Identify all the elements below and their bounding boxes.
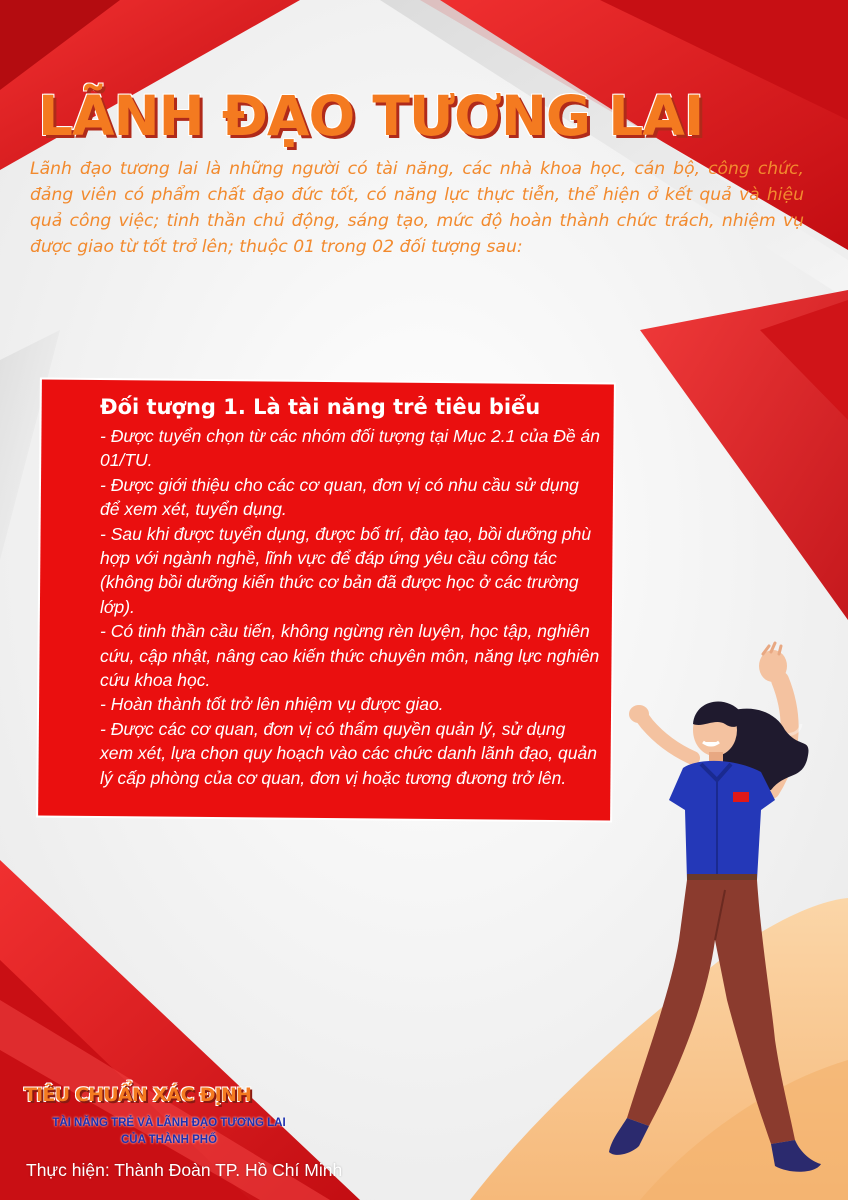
criteria-item: - Có tinh thần cầu tiến, không ngừng rèn luyện, học tập, nghiên cứu, cập nhật, nâng cao kiến thức chuyên môn, năng lực nghiên cứu khoa học. [100, 621, 600, 691]
footer-subtitle: TÀI NĂNG TRẺ VÀ LÃNH ĐẠO TƯƠNG LAI [52, 1117, 286, 1129]
page-title: LÃNH ĐẠO TƯƠNG LAI [38, 84, 704, 148]
intro-paragraph: Lãnh đạo tương lai là những người có tài năng, các nhà khoa học, cán bộ, công chức, đảng viên có phẩm chất đạo đức tốt, có năng lực thực tiễn, thể hiện ở kết quả và hiệu quả công việc; tinh thần chủ động, sáng tạo, mức độ hoàn thành chức trách, nhiệm vụ được giao từ tốt trở lên; thuộc 01 trong 02 đối tượng sau: [30, 159, 804, 257]
footer-title: TIÊU CHUẨN XÁC ĐỊNH [24, 1084, 252, 1106]
criteria-item: - Được các cơ quan, đơn vị có thẩm quyền quản lý, sử dụng xem xét, lựa chọn quy hoạch vào các chức danh lãnh đạo, quản lý cấp phòng của cơ quan, đơn vị hoặc tương đương trở lên. [100, 718, 597, 788]
criteria-item: - Được giới thiệu cho các cơ quan, đơn vị có nhu cầu sử dụng để xem xét, tuyển dụng. [100, 474, 579, 520]
credit-text: Thực hiện: Thành Đoàn TP. Hồ Chí Minh [26, 1160, 343, 1180]
criteria-item: - Sau khi được tuyển dụng, được bố trí, đào tạo, bồi dưỡng phù hợp với ngành nghề, lĩnh vực để đáp ứng yêu cầu công tác (không bồi dưỡng kiến thức cơ bản đã được học ở các trường lớp). [100, 523, 592, 617]
criteria-item: - Được tuyển chọn từ các nhóm đối tượng tại Mục 2.1 của Đề án 01/TU. [100, 426, 600, 471]
woman-raising-fist-icon [575, 640, 825, 1185]
criteria-item: - Hoàn thành tốt trở lên nhiệm vụ được giao. [100, 694, 444, 715]
criteria-title: Đối tượng 1. Là tài năng trẻ tiêu biểu [100, 395, 541, 419]
footer-subtitle: CỦA THÀNH PHỐ [120, 1134, 218, 1146]
criteria-content [100, 392, 600, 790]
